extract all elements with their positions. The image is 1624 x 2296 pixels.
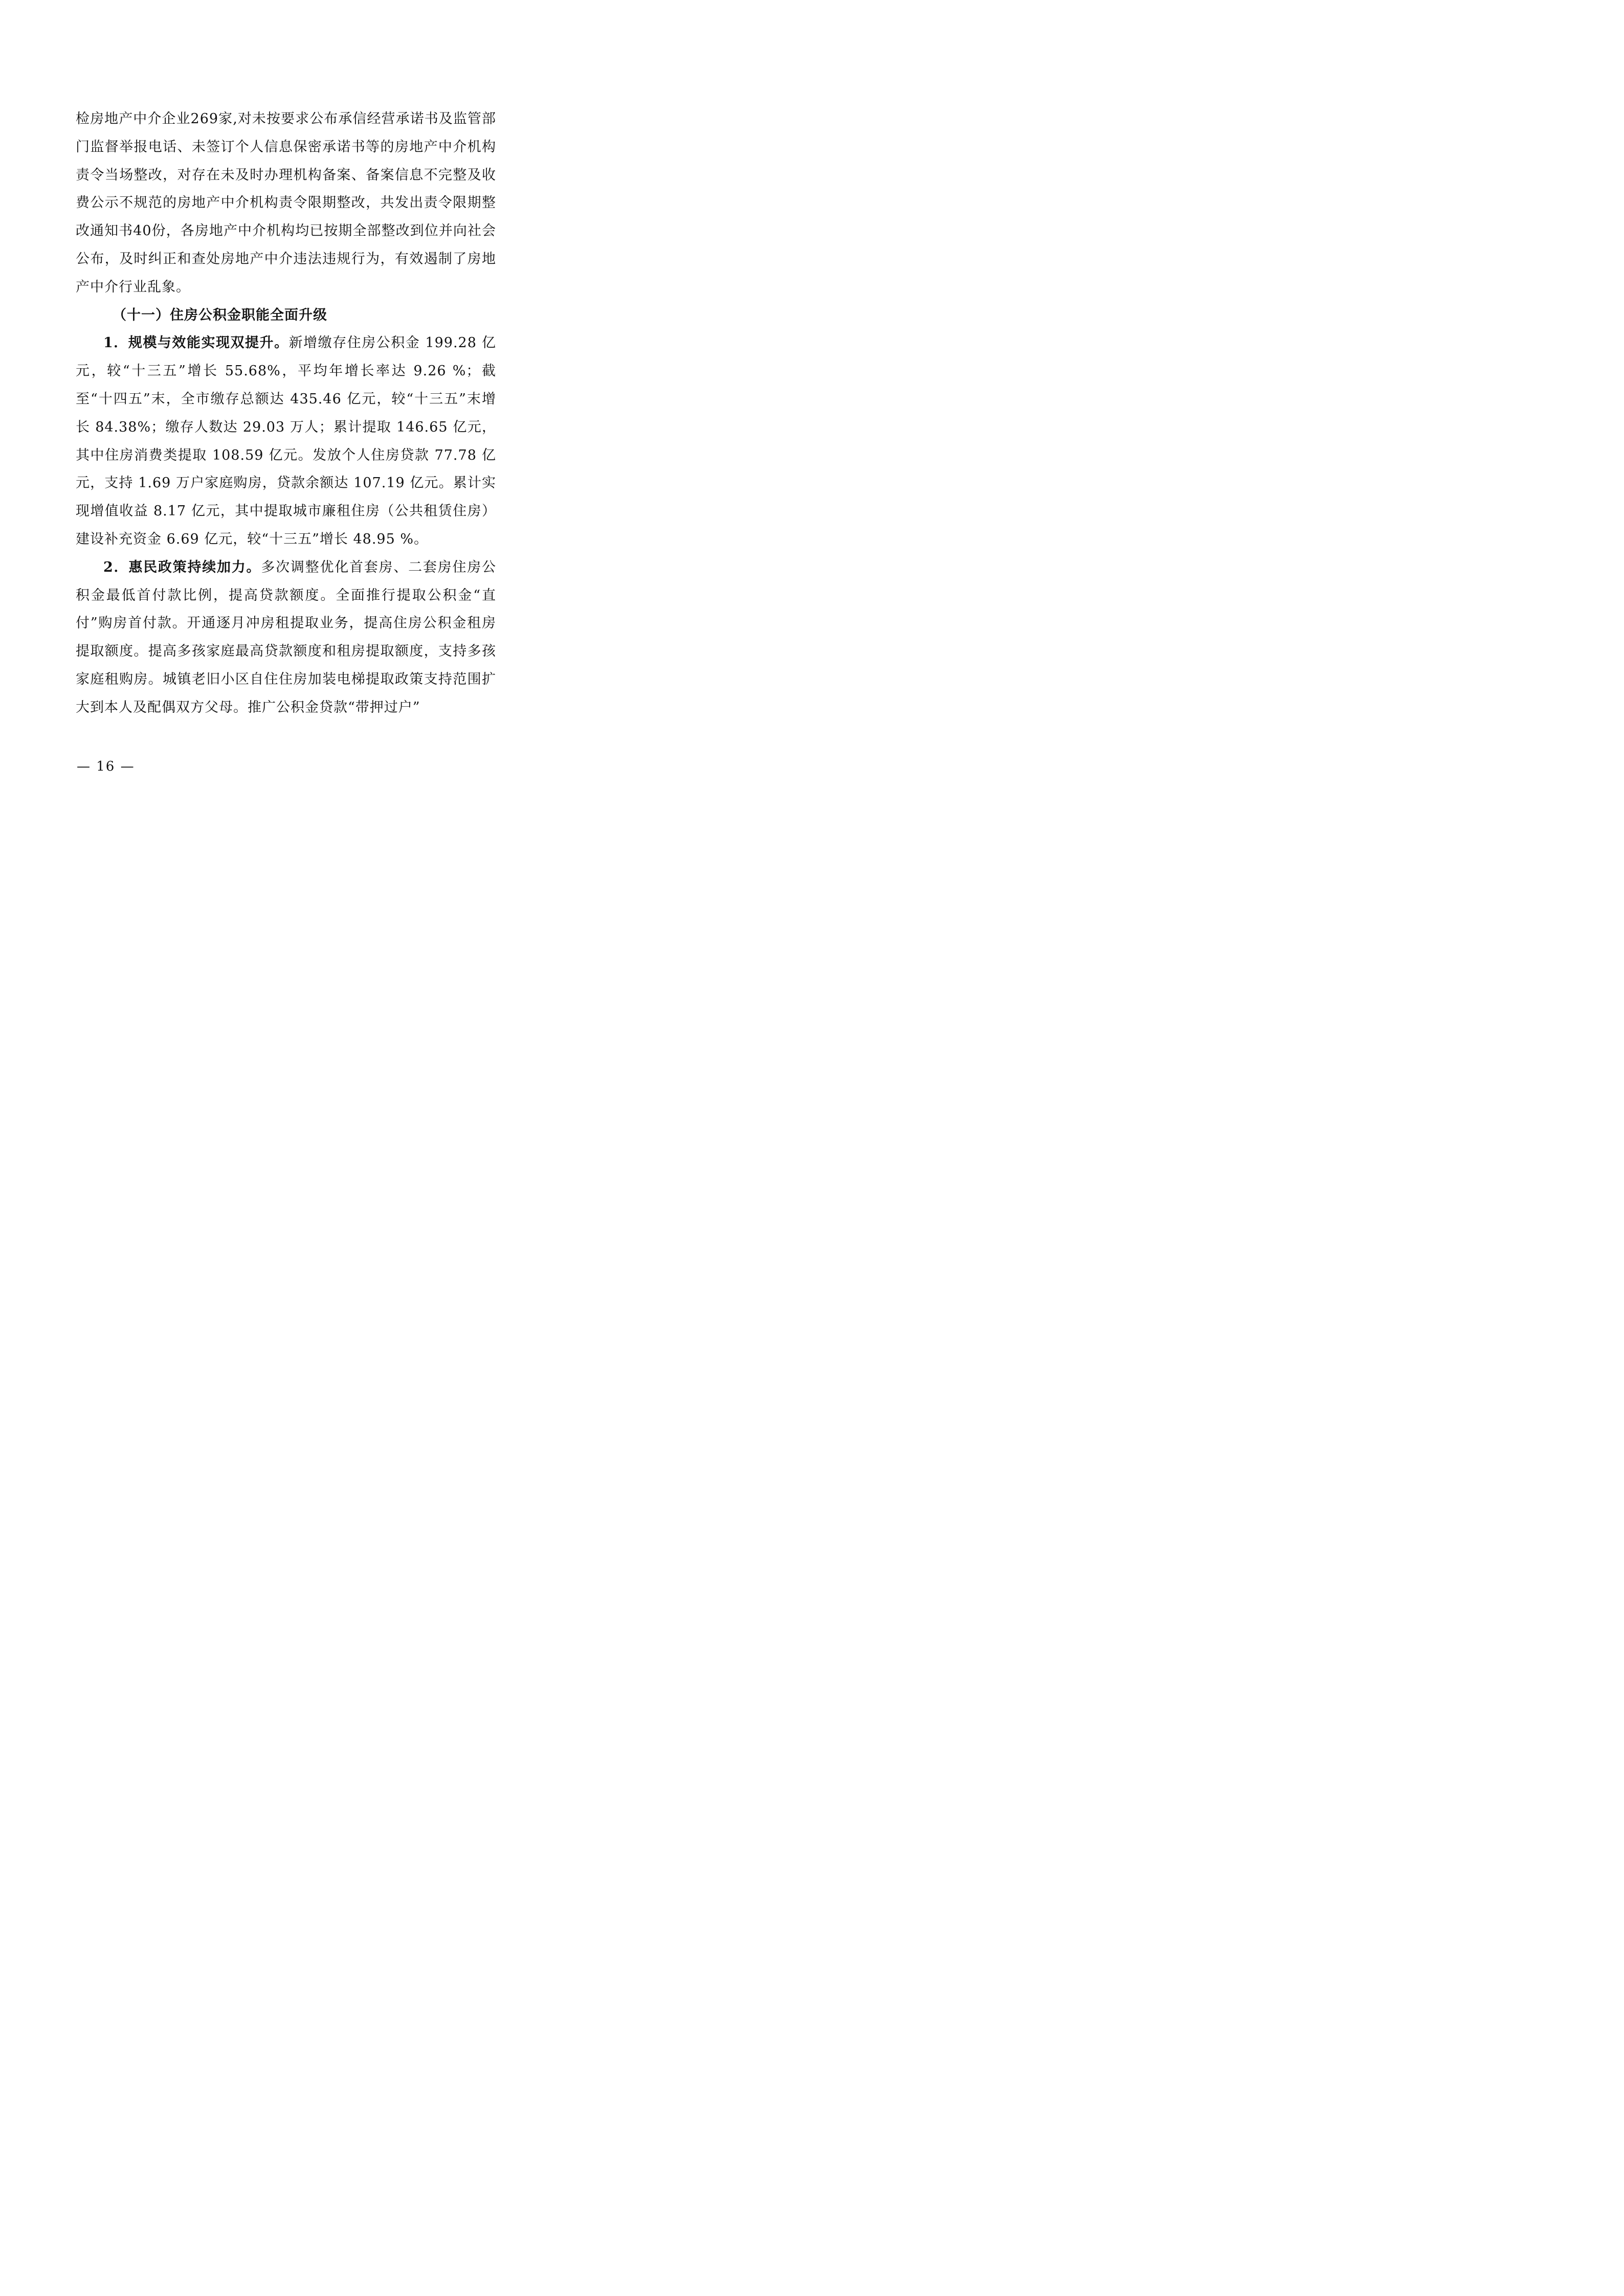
paragraph-lead-scale-efficiency: 1．规模与效能实现双提升。 (103, 335, 289, 351)
section-heading-housing-fund: （十一）住房公积金职能全面升级 (113, 307, 327, 323)
page-number: — 16 — (77, 759, 135, 774)
paragraph-scale-efficiency (76, 329, 496, 553)
paragraph-text-benefit-policies: 多次调整优化首套房、二套房住房公积金最低首付款比例，提高贷款额度。全面推行提取公积金“直付”购房首付款。开通逐月冲房租提取业务，提高住房公积金租房提取额度。提高多孩家庭最高贷款额度和租房提取额度，支持多孩家庭租购房。城镇老旧小区自住住房加装电梯提取政策支持范围扩大到本人及配偶双方父母。推广公积金贷款“带押过户” (76, 559, 496, 715)
paragraph-lead-benefit-policies: 2．惠民政策持续加力。 (103, 559, 261, 575)
document-page (0, 0, 571, 807)
paragraph-text-scale-efficiency: 新增缴存住房公积金 199.28 亿元，较“十三五”增长 55.68%，平均年增长率达 9.26 %；截至“十四五”末，全市缴存总额达 435.46 亿元，较“十三五”末增长 84.38%；缴存人数达 29.03 万人；累计提取 146.65 亿元，其中住房消费类提取 108.59 亿元。发放个人住房贷款 77.78 亿元，支持 1.69 万户家庭购房，贷款余额达 107.19 亿元。累计实现增值收益 8.17 亿元，其中提取城市廉租住房（公共租赁住房）建设补充资金 6.69 亿元，较“十三五”增长 48.95 %。 (76, 335, 496, 547)
body-text (76, 105, 496, 722)
paragraph-benefit-policies (76, 554, 496, 722)
paragraph-intermediary-inspection: 检房地产中介企业269家,对未按要求公布承信经营承诺书及监管部门监督举报电话、未签订个人信息保密承诺书等的房地产中介机构责令当场整改，对存在未及时办理机构备案、备案信息不完整及收费公示不规范的房地产中介机构责令限期整改，共发出责令限期整改通知书40份，各房地产中介机构均已按期全部整改到位并向社会公布，及时纠正和查处房地产中介违法违规行为，有效遏制了房地产中介行业乱象。 (76, 111, 496, 295)
